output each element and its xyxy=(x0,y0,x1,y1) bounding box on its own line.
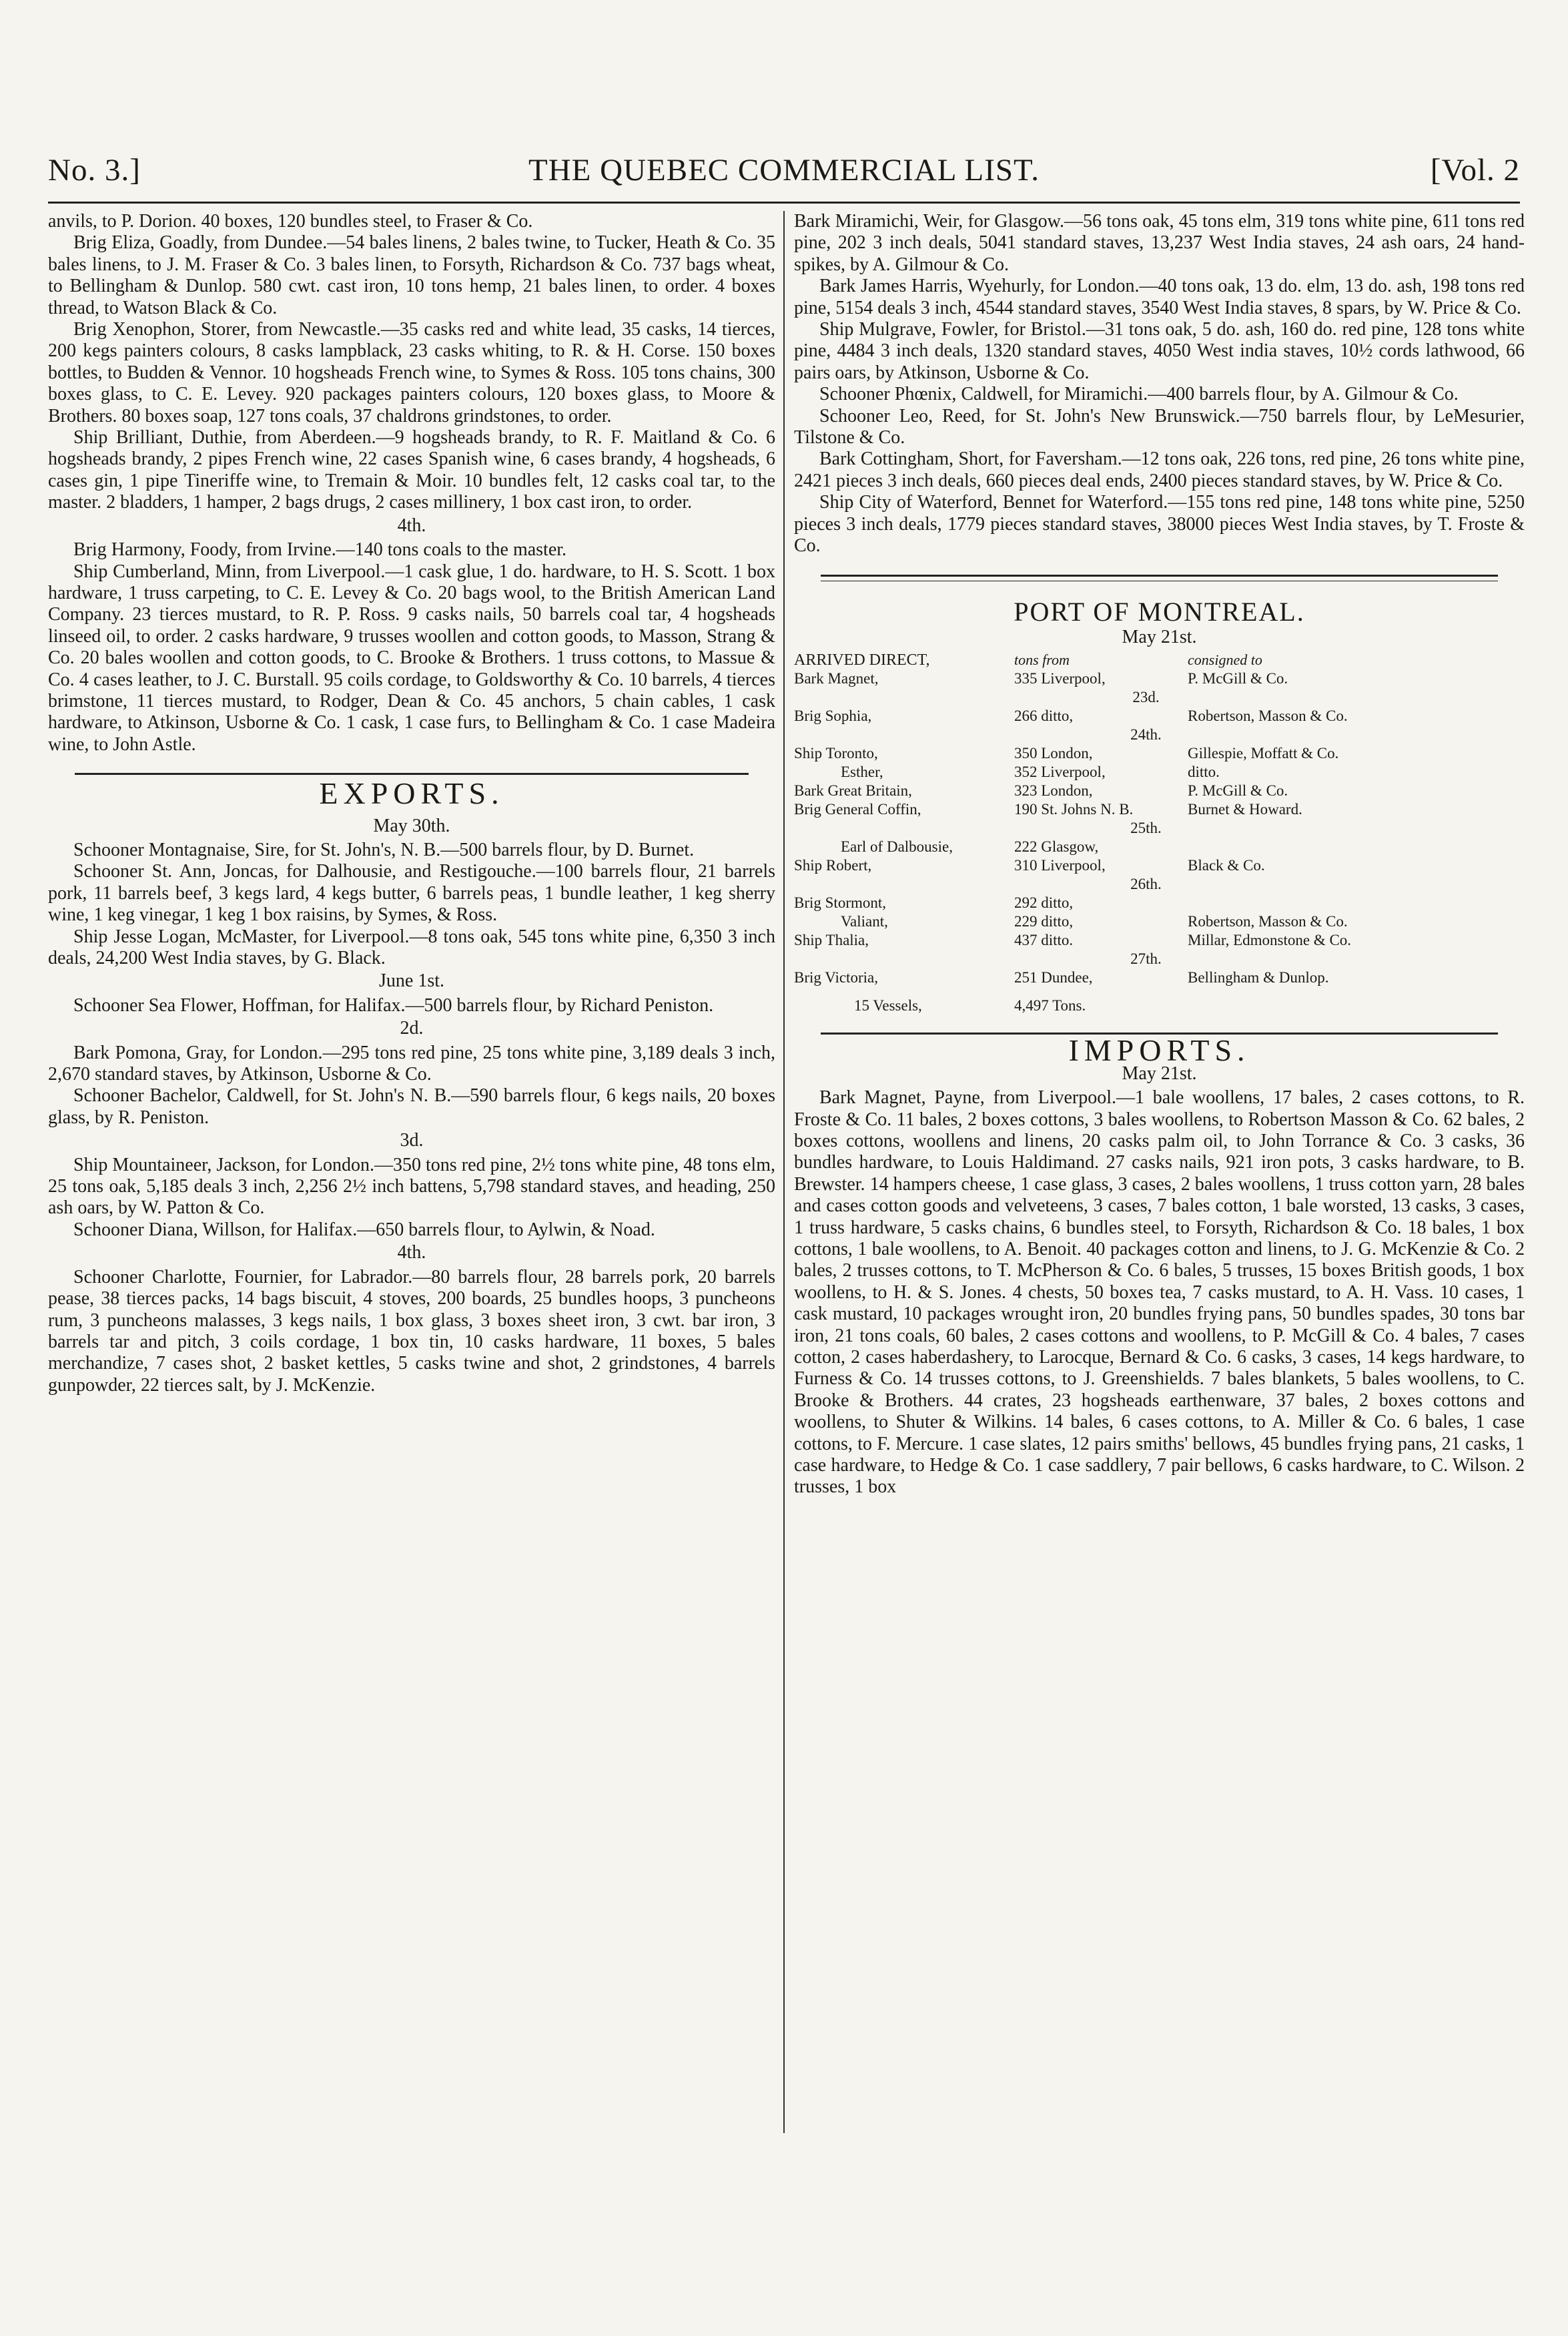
tons-from: 222 Glasgow, xyxy=(1014,838,1099,856)
vessel-name: Brig Sophia, xyxy=(794,707,872,725)
arrival-row xyxy=(794,931,1525,950)
import-entry: Bark Magnet, Payne, from Liverpool.—1 bale woollens, 17 bales, 2 cases cottons, to R. Froste & Co. 11 bales, 2 boxes cottons, 3 bales woollens, to Robertson Masson & Co. 62 bales, 2 boxes cottons, woollens and linens, 20 casks palm oil, to John Torrance & Co. 3 casks, 36 bundles hardware, to Louis Haldimand. 27 casks nails, 921 iron pots, 3 casks hardware, to B. Brewster. 14 hampers cheese, 1 case glass, 3 cases, 2 bales woollens, 1 truss cotton yarn, 28 bales and cases cotton goods and velveteens, 3 cases, 7 bales cotton, 1 bale worsted, 13 casks, 3 cases, 1 truss hardware, 5 casks chains, 6 bundles steel, to Forsyth, Richardson & Co. 18 bales, 1 box cottons, 1 bale woollens, to A. Benoit. 40 packages cotton and linens, to J. G. McKenzie & Co. 2 bales, 2 trusses cottons, to T. McPherson & Co. 6 bales, 5 trusses, 15 boxes British goods, 1 box woollens, to H. & S. Jones. 4 chests, 50 boxes tea, 7 casks mustard, to A. H. Vass. 10 cases, 1 cask mustard, 10 packages wrought iron, 20 bundles frying pans, 50 bundles spades, 30 tons bar iron, 21 tons coals, 60 bales, 2 cases cottons and woollens, to P. McGill & Co. 4 bales, 7 cases cotton, 2 cases haberdashery, to Larocque, Bernard & Co. 6 casks, 3 cases, 14 kegs hardware, to Furness & Co. 14 trusses cottons, to J. Greenshields. 7 bales blankets, 5 bales woollens, to C. Brooke & Brothers. 44 crates, 23 hogsheads earthenware, 37 bales, 2 boxes cottons and woollens, to Shuter & Wilkins. 14 bales, 6 cases cottons, to A. Miller & Co. 6 bales, 1 case cottons, to F. Mercure. 1 case slates, 12 pairs smiths' bellows, 45 bundles frying pans, 21 casks, 1 case hardware, to Hedge & Co. 1 case saddlery, 7 pair bellows, 6 casks hardware, to C. Wilson. 2 trusses, 1 box xyxy=(794,1087,1525,1498)
arrivals-total xyxy=(794,996,1525,1015)
consignee: Gillespie, Moffatt & Co. xyxy=(1188,745,1339,762)
consignee: Burnet & Howard. xyxy=(1188,801,1302,818)
consignee: Robertson, Masson & Co. xyxy=(1188,913,1348,930)
import-entry: Brig Eliza, Goadly, from Dundee.—54 bales linens, 2 bales twine, to Tucker, Heath & Co. 35 bales linens, to J. M. Fraser & Co. 3 bales linen, to Forsyth, Richardson & Co. 737 bags wheat, to Bellingham & Dunlop. 580 cwt. cast iron, 10 tons hemp, 21 bales linen, to order. 4 boxes thread, to Watson Black & Co. xyxy=(48,232,775,318)
export-entry: Schooner Diana, Willson, for Halifax.—650 barrels flour, to Aylwin, & Noad. xyxy=(73,1219,655,1240)
export-entry: Schooner Leo, Reed, for St. John's New Brunswick.—750 barrels flour, by LeMesurier, Tilstone & Co. xyxy=(794,405,1525,449)
tons-from: 350 London, xyxy=(1014,745,1093,762)
date-heading: 4th. xyxy=(397,515,426,536)
page-header xyxy=(48,152,1520,199)
exports-title: EXPORTS. xyxy=(319,776,504,811)
left-column xyxy=(48,211,775,1396)
date-heading: 4th. xyxy=(397,1242,426,1263)
date-heading: May 21st. xyxy=(1122,1063,1197,1084)
arrivals-header xyxy=(794,651,1525,669)
tons-from: 229 ditto, xyxy=(1014,913,1074,930)
tons-from: 335 Liverpool, xyxy=(1014,670,1106,687)
issue-number: No. 3.] xyxy=(48,153,141,188)
consignee: Millar, Edmonstone & Co. xyxy=(1188,932,1352,949)
arrival-row xyxy=(794,856,1525,875)
vessel-name: Ship Thalia, xyxy=(794,932,869,949)
export-entry: Schooner Charlotte, Fournier, for Labrador.—80 barrels flour, 28 barrels pork, 20 barrels pease, 38 tierces packs, 14 bags biscuit, 4 stoves, 200 boards, 25 bundles hoops, 3 puncheons rum, 3 puncheons malasses, 3 kegs nails, 1 box glass, 3 boxes sheet iron, 3 cwt. bar iron, 3 barrels tar and pitch, 3 coils cordage, 1 box tin, 10 casks hardware, 11 boxes, 5 bales merchandize, 7 cases shot, 2 basket kettles, 5 casks twine and shot, 2 grindstones, 4 barrels gunpowder, 22 tierces salt, by J. McKenzie. xyxy=(48,1266,775,1396)
vessel-name: Ship Robert, xyxy=(794,857,872,874)
arrival-date: 23d. xyxy=(1132,689,1160,706)
export-entry: Bark Cottingham, Short, for Faversham.—12 tons oak, 226 tons, red pine, 26 tons white pine, 2421 pieces 3 inch deals, 660 pieces deal ends, 2400 pieces standard staves, by W. Price & Co. xyxy=(794,449,1525,491)
vessel-name: Brig General Coffin, xyxy=(794,801,921,818)
tons-from: 323 London, xyxy=(1014,782,1093,800)
port-title: PORT OF MONTREAL. xyxy=(1014,596,1305,627)
import-entry: Ship Cumberland, Minn, from Liverpool.—1 cask glue, 1 do. hardware, to H. S. Scott. 1 box hardware, 1 truss carpeting, to C. E. Levey & Co. 20 bags wool, to the British American Land Company. 23 tierces mustard, to R. P. Ross. 9 casks nails, 50 barrels coal tar, 4 hogsheads linseed oil, to order. 2 casks hardware, 9 trusses woollen and cotton goods, to Masson, Strang & Co. 20 bales woollen and cotton goods, to C. Brooke & Brothers. 1 truss cottons, to Massue & Co. 4 cases leather, to J. C. Burstall. 95 coils cordage, to Goldsworthy & Co. 10 barrels, 4 tierces brimstone, 11 tierces mustard, to Rodger, Dean & Co. 45 anchors, 5 chain cables, 1 cask hardware, to Atkinson, Usborne & Co. 1 cask, 1 case furs, to Bellingham & Co. 1 case Madeira wine, to John Astle. xyxy=(48,561,775,755)
arrivals-label: ARRIVED DIRECT, xyxy=(794,651,930,669)
export-entry: Bark James Harris, Wyehurly, for London.—40 tons oak, 13 do. elm, 13 do. ash, 198 tons red pine, 5154 deals 3 inch, 4544 standard staves, 3540 West India staves, 8 spars, by W. Price & Co. xyxy=(794,276,1525,318)
tons-from-header: tons from xyxy=(1014,651,1070,669)
vessel-name: Bark Great Britain, xyxy=(794,782,912,800)
export-entry: Bark Miramichi, Weir, for Glasgow.—56 tons oak, 45 tons elm, 319 tons white pine, 611 tons red pine, 202 3 inch deals, 5041 standard staves, 13,237 West India staves, 24 ash oars, 24 hand-spikes, by A. Gilmour & Co. xyxy=(794,211,1525,275)
tons-from: 251 Dundee, xyxy=(1014,969,1093,986)
tons-from: 352 Liverpool, xyxy=(1014,764,1106,781)
export-entry: Schooner Phœnix, Caldwell, for Miramichi.—400 barrels flour, by A. Gilmour & Co. xyxy=(819,384,1459,405)
arrival-row xyxy=(794,894,1525,912)
arrival-row xyxy=(794,838,1525,856)
arrival-date: 27th. xyxy=(1130,950,1162,968)
volume-number: [Vol. 2 xyxy=(1430,153,1520,188)
total-vessels: 15 Vessels, xyxy=(854,997,922,1014)
right-column xyxy=(794,211,1525,1498)
tons-from: 292 ditto, xyxy=(1014,894,1074,912)
import-entry: anvils, to P. Dorion. 40 boxes, 120 bundles steel, to Fraser & Co. xyxy=(48,211,533,232)
export-entry: Schooner St. Ann, Joncas, for Dalhousie, and Restigouche.—100 barrels flour, 21 barrels pork, 11 barrels beef, 3 kegs lard, 4 kegs butter, 6 barrels peas, 1 bundle leather, 1 keg sherry wine, 1 keg vinegar, 1 keg 1 box raisins, by Symes, & Ross. xyxy=(48,861,775,926)
export-entry: Schooner Sea Flower, Hoffman, for Halifax.—500 barrels flour, by Richard Peniston. xyxy=(73,994,714,1016)
consignee: ditto. xyxy=(1188,764,1220,781)
consignee xyxy=(1188,838,1525,856)
consignee: Bellingham & Dunlop. xyxy=(1188,969,1329,986)
consignee: P. McGill & Co. xyxy=(1188,782,1288,800)
tons-from: 266 ditto, xyxy=(1014,707,1074,725)
arrival-date: 26th. xyxy=(1130,876,1162,893)
arrival-row xyxy=(794,782,1525,800)
header-rule xyxy=(48,202,1520,204)
consignee: P. McGill & Co. xyxy=(1188,670,1288,687)
consigned-header: consigned to xyxy=(1188,651,1262,669)
import-entry: Ship Brilliant, Duthie, from Aberdeen.—9 hogsheads brandy, to R. F. Maitland & Co. 6 hogsheads brandy, 2 pipes French wine, 22 cases Spanish wine, 6 cases brandy, 4 hogsheads, 6 cases gin, 1 pipe Tineriffe wine, to Tremain & Moir. 10 bundles felt, 12 casks coal tar, to the master. 2 bladders, 1 hamper, 2 bags drugs, 2 cases millinery, 1 box cast iron, to order. xyxy=(48,427,775,513)
column-divider xyxy=(783,211,785,2133)
tons-from: 190 St. Johns N. B. xyxy=(1014,801,1134,818)
arrival-row xyxy=(794,912,1525,931)
export-entry: Ship City of Waterford, Bennet for Waterford.—155 tons red pine, 148 tons white pine, 5250 pieces 3 inch deals, 1779 pieces standard staves, 38000 pieces West India staves, by T. Froste & Co. xyxy=(794,492,1525,557)
arrival-row xyxy=(794,707,1525,725)
export-entry: Bark Pomona, Gray, for London.—295 tons red pine, 25 tons white pine, 3,189 deals 3 inch, 2,670 standard staves, by Atkinson, Usborne & Co. xyxy=(48,1042,775,1085)
import-entry: Brig Harmony, Foody, from Irvine.—140 tons coals to the master. xyxy=(73,539,567,561)
export-entry: Ship Mountaineer, Jackson, for London.—350 tons red pine, 2½ tons white pine, 48 tons elm, 25 tons oak, 5,185 deals 3 inch, 2,256 2½ inch battens, 5,798 standard staves, and heading, 250 ash oars, by W. Patton & Co. xyxy=(48,1154,775,1219)
export-entry: Ship Mulgrave, Fowler, for Bristol.—31 tons oak, 5 do. ash, 160 do. red pine, 128 tons white pine, 4484 3 inch deals, 1320 standard staves, 4050 West india staves, 10½ cords lathwood, 66 pairs oars, by Atkinson, Usborne & Co. xyxy=(794,319,1525,383)
vessel-name: Valiant, xyxy=(841,913,888,930)
arrivals-table xyxy=(794,651,1525,1015)
imports-title: IMPORTS. xyxy=(1068,1033,1250,1068)
arrival-row xyxy=(794,744,1525,763)
consignee xyxy=(1188,894,1525,912)
vessel-name: Bark Magnet, xyxy=(794,670,879,687)
vessel-name: Brig Stormont, xyxy=(794,894,887,912)
export-entry: Schooner Bachelor, Caldwell, for St. John's N. B.—590 barrels flour, 6 kegs nails, 20 boxes glass, by R. Peniston. xyxy=(48,1085,775,1128)
arrival-row xyxy=(794,968,1525,987)
publication-title: THE QUEBEC COMMERCIAL LIST. xyxy=(528,153,1040,188)
vessel-name: Ship Toronto, xyxy=(794,745,878,762)
date-heading: 2d. xyxy=(400,1018,424,1039)
export-entry: Ship Jesse Logan, McMaster, for Liverpool.—8 tons oak, 545 tons white pine, 6,350 3 inch deals, 24,200 West India staves, by G. Black. xyxy=(48,926,775,968)
date-heading: June 1st. xyxy=(379,970,444,992)
tons-from: 437 ditto. xyxy=(1014,932,1074,949)
arrival-row xyxy=(794,669,1525,688)
vessel-name: Earl of Dalbousie, xyxy=(841,838,953,856)
import-entry: Brig Xenophon, Storer, from Newcastle.—35 casks red and white lead, 35 casks, 14 tierces, 200 kegs painters colours, 8 casks lampblack, 23 casks whiting, to R. & H. Corse. 150 boxes bottles, to Budden & Vennor. 10 hogsheads French wine, to Symes & Ross. 105 tons chains, 300 boxes glass, to C. E. Levey. 920 packages painters colours, 120 boxes glass, to Moore & Brothers. 80 boxes soap, 127 tons coals, 37 chaldrons grindstones, to order. xyxy=(48,319,775,426)
section-rule xyxy=(821,575,1498,577)
section-rule xyxy=(75,773,749,775)
consignee: Robertson, Masson & Co. xyxy=(1188,707,1348,725)
date-heading: May 30th. xyxy=(373,815,450,836)
arrival-date: 24th. xyxy=(1130,726,1162,744)
export-entry: Schooner Montagnaise, Sire, for St. John's, N. B.—500 barrels flour, by D. Burnet. xyxy=(73,839,695,860)
vessel-name: Esther, xyxy=(841,764,883,781)
consignee: Black & Co. xyxy=(1188,857,1265,874)
total-tons: 4,497 Tons. xyxy=(1014,997,1086,1014)
date-heading: May 21st. xyxy=(1122,626,1197,647)
arrival-date: 25th. xyxy=(1130,820,1162,837)
arrival-row xyxy=(794,763,1525,782)
tons-from: 310 Liverpool, xyxy=(1014,857,1106,874)
date-heading: 3d. xyxy=(400,1130,424,1151)
arrival-row xyxy=(794,800,1525,819)
vessel-name: Brig Victoria, xyxy=(794,969,878,986)
